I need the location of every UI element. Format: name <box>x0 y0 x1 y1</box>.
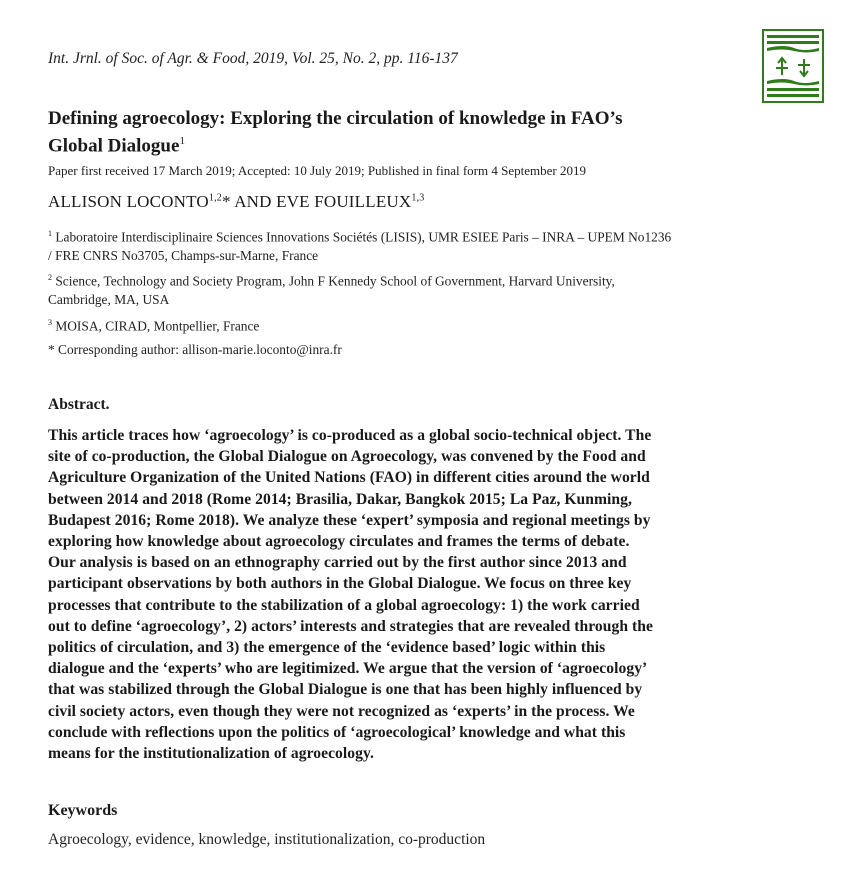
affiliation-1 <box>48 224 778 265</box>
affiliation-1-text: Laboratoire Interdisciplinaire Sciences Innovations Sociétés (LISIS), UMR ESIEE Paris – INRA – UPEM No1236 <box>55 229 672 245</box>
author-2-sup: 1,3 <box>411 192 425 204</box>
abstract-line: that was stabilized through the Global Dialogue is one that has been highly influenced by <box>48 681 643 699</box>
abstract-line: politics of circulation, and 3) the emergence of the ‘evidence based’ logic within this <box>48 639 606 657</box>
abstract-line: Budapest 2016; Rome 2018). We analyze these ‘expert’ symposia and regional meetings by <box>48 511 651 529</box>
abstract-heading: Abstract. <box>48 396 110 413</box>
title-line-2: Global Dialogue <box>48 135 180 157</box>
abstract-line: participant observations by both authors in the Global Dialogue. We focus on three key <box>48 575 632 593</box>
affiliation-2-text-cont: Cambridge, MA, USA <box>48 292 170 308</box>
keywords-list: Agroecology, evidence, knowledge, institutionalization, co-production <box>48 831 486 848</box>
corresponding-author-text: * Corresponding author: allison-marie.loconto@inra.fr <box>48 342 342 357</box>
abstract-line: civil society actors, even though they were not recognized as ‘experts’ in the process. We <box>48 702 635 720</box>
abstract-line: Our analysis is based on an ethnography carried out by the first author since 2013 and <box>48 554 627 572</box>
abstract-body <box>48 425 766 764</box>
abstract-line: Agriculture Organization of the United Nations (FAO) in different cities around the world <box>48 469 650 487</box>
affiliation-3-sup: 3 <box>48 318 52 327</box>
affiliation-2 <box>48 268 778 309</box>
affiliation-2-text: Science, Technology and Society Program, John F Kennedy School of Government, Harvard University, <box>55 273 615 289</box>
author-1: ALLISON LOCONTO <box>48 192 209 211</box>
affiliation-3-text: MOISA, CIRAD, Montpellier, France <box>55 318 260 334</box>
paper-title <box>48 108 748 157</box>
abstract-line: exploring how knowledge about agroecology circulates and frames the terms of debate. <box>48 533 630 551</box>
abstract-line: conclude with reflections upon the politics of ‘agroecological’ knowledge and what this <box>48 723 626 741</box>
received-dates: Paper first received 17 March 2019; Accepted: 10 July 2019; Published in final form 4 September 2019 <box>48 163 586 178</box>
affiliation-3 <box>48 313 778 335</box>
abstract-line: site of co-production, the Global Dialogue on Agroecology, was convened by the Food and <box>48 448 646 466</box>
title-footnote: 1 <box>179 135 185 147</box>
corresponding-mark: * <box>221 192 231 211</box>
title-line-1: Defining agroecology: Exploring the circulation of knowledge in FAO’s <box>48 108 623 129</box>
affiliation-1-text-cont: / FRE CNRS No3705, Champs-sur-Marne, France <box>48 248 319 264</box>
abstract-line: This article traces how ‘agroecology’ is co-produced as a global socio-technical object. The <box>48 427 652 444</box>
journal-citation: Int. Jrnl. of Soc. of Agr. & Food, 2019, Vol. 25, No. 2, pp. 116-137 <box>48 50 458 67</box>
author-line <box>48 192 424 212</box>
affiliation-2-sup: 2 <box>48 273 52 282</box>
author-2: EVE FOUILLEUX <box>276 192 412 211</box>
journal-logo-icon <box>762 29 824 103</box>
author-1-sup: 1,2 <box>208 192 222 204</box>
affiliation-1-sup: 1 <box>48 229 52 238</box>
abstract-line: out to define ‘agroecology’, 2) actors’ interests and strategies that are revealed through the <box>48 617 653 635</box>
author-joiner: AND <box>230 192 277 211</box>
abstract-line: means for the institutionalization of agroecology. <box>48 745 374 763</box>
abstract-line: between 2014 and 2018 (Rome 2014; Brasilia, Dakar, Bangkok 2015; La Paz, Kunming, <box>48 490 632 508</box>
abstract-line: dialogue and the ‘experts’ who are legitimized. We argue that the version of ‘agroecology’ <box>48 660 648 678</box>
corresponding-author <box>48 340 778 359</box>
abstract-line: processes that contribute to the stabilization of a global agroecology: 1) the work carried <box>48 596 640 614</box>
keywords-heading: Keywords <box>48 802 118 819</box>
